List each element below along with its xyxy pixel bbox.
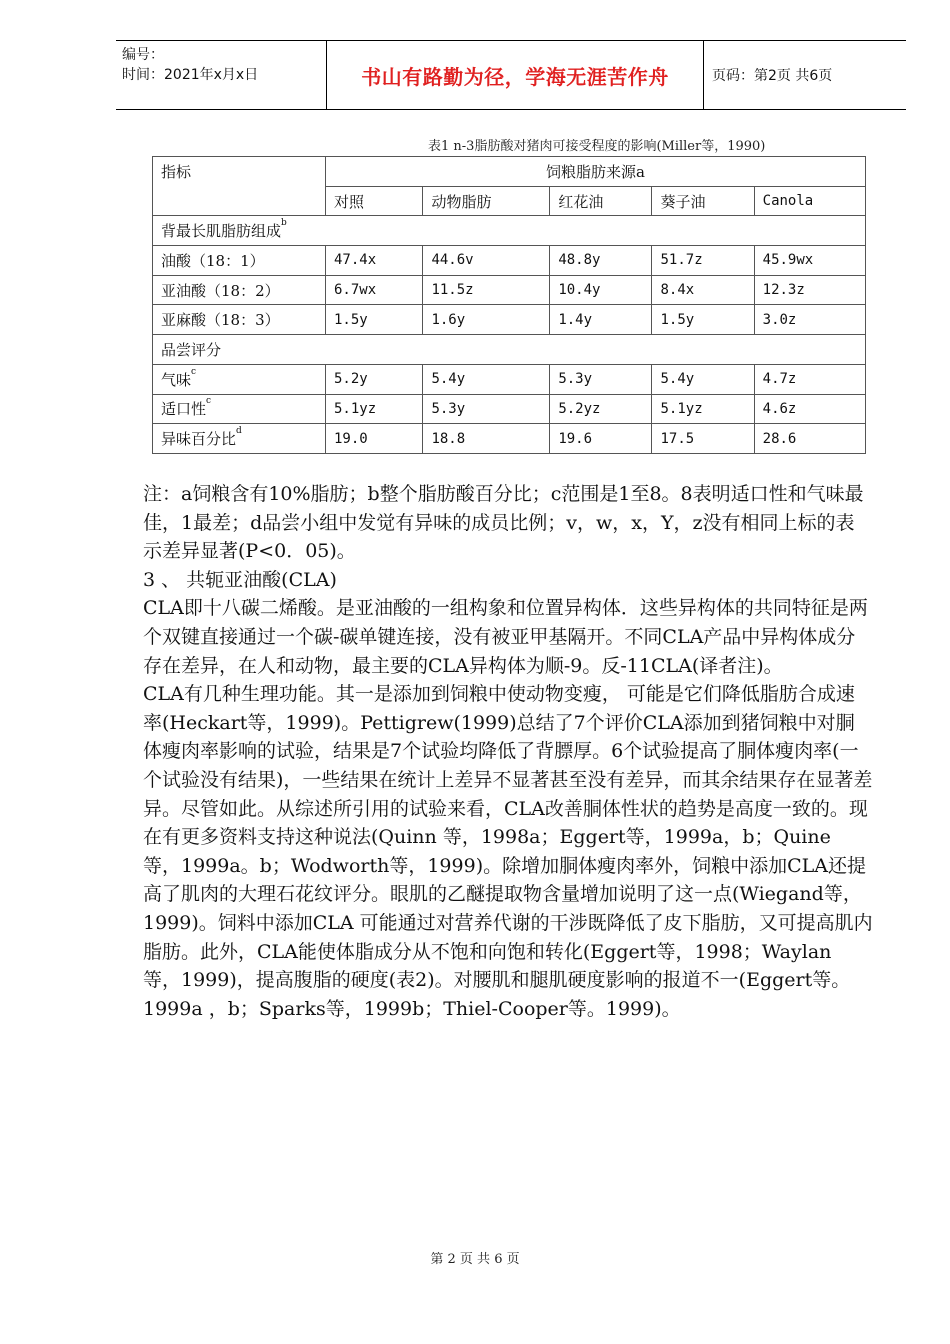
table-cell: 6.7wx — [326, 275, 423, 305]
table-cell: 5.2y — [326, 364, 423, 394]
table-row — [153, 394, 866, 424]
table-row — [153, 246, 866, 276]
table-cell: 28.6 — [754, 424, 865, 454]
table-cell: 10.4y — [550, 275, 652, 305]
page-header — [116, 40, 906, 110]
footnote-marker: b — [281, 218, 287, 229]
row-label-cell — [153, 424, 326, 454]
section-row-fat-composition-cell — [153, 216, 866, 246]
header-motto: 书山有路勤为径，学海无涯苦作舟 — [327, 41, 704, 109]
col-indicator: 指标 — [153, 157, 326, 216]
page-footer: 第 2 页 共 6 页 — [430, 1252, 520, 1267]
table-cell: 5.3y — [423, 394, 550, 424]
table-row — [153, 364, 866, 394]
section-row-fat-composition — [153, 216, 866, 246]
row-label: 油酸（18：1） — [161, 251, 265, 270]
paragraph: CLA有几种生理功能。其一是添加到饲粮中使动物变瘦， 可能是它们降低脂肪合成速率(Heckart等，1999)。Pettigrew(1999)总结了7个评价CLA添加到猪饲粮中对胴体瘦肉率影响的试验，结果是7个试验均降低了背膘厚。6个试验提高了胴体瘦肉率(一个试验没有结果)，一些结果在统计上差异不显著甚至没有差异，而其余结果存在显著差异。尽管如此。从综述所引用的试验来看，CLA改善胴体性状的趋势是高度一致的。现在有更多资料支持这种说法(Quinn 等，1998a；Eggert等，1999a，b；Quine 等，1999a。b；Wodworth等，1999)。除增加胴体瘦肉率外，饲粮中添加CLA还提高了肌肉的大理石花纹评分。眼肌的乙醚提取物含量增加说明了这一点(Wiegand等，1999)。饲料中添加CLA 可能通过对营养代谢的干涉既降低了皮下脂肪，又可提高肌内脂肪。此外，CLA能使体脂成分从不饱和向饱和转化(Eggert等，1998；Waylan 等，1999)，提高腹脂的硬度(表2)。对腰肌和腿肌硬度影响的报道不一(Eggert等。1999a ，b；Sparks等，1999b；Thiel-Cooper等。1999)。 — [143, 683, 873, 1020]
row-label-cell — [153, 305, 326, 335]
paragraph: CLA即十八碳二烯酸。是亚油酸的一组构象和位置异构体．这些异构体的共同特征是两个双键直接通过一个碳-碳单键连接，没有被亚甲基隔开。不同CLA产品中异构体成分存在差异，在人和动物，最主要的CLA异构体为顺-9。反-11CLA(译者注)。 — [143, 597, 868, 677]
table-cell: 5.1yz — [326, 394, 423, 424]
table-cell: 44.6v — [423, 246, 550, 276]
table-cell: 5.4y — [652, 364, 754, 394]
table-note: 注：a饲粮含有10%脂肪；b整个脂肪酸百分比；c范围是1至8。8表明适口性和气味最佳，1最差；d品尝小组中发觉有异味的成员比例；v，w，x，Y，z没有相同上标的表示差异显著(P<0．05)。 — [143, 483, 864, 563]
data-table — [152, 156, 866, 454]
row-label: 亚油酸（18：2） — [161, 281, 280, 300]
table-caption: 表1 n-3脂肪酸对猪肉可接受程度的影响(Miller等，1990) — [428, 139, 766, 154]
column-header: 葵子油 — [652, 186, 754, 216]
table-cell: 17.5 — [652, 424, 754, 454]
column-header: Canola — [754, 186, 865, 216]
col-group: 饲粮脂肪来源a — [326, 157, 866, 187]
column-header: 动物脂肪 — [423, 186, 550, 216]
body-text — [143, 480, 873, 1023]
header-meta — [116, 41, 327, 109]
section-label: 品尝评分 — [161, 340, 222, 359]
table-cell: 1.4y — [550, 305, 652, 335]
number-label: 编号： — [122, 47, 164, 63]
table-cell: 18.8 — [423, 424, 550, 454]
table-cell: 4.7z — [754, 364, 865, 394]
section-heading: 3 、 共轭亚油酸(CLA) — [143, 568, 337, 591]
column-header: 对照 — [326, 186, 423, 216]
time-label: 时间：2021年x月x日 — [122, 67, 259, 83]
row-label-cell — [153, 246, 326, 276]
table-row — [153, 305, 866, 335]
table-cell: 51.7z — [652, 246, 754, 276]
row-label: 亚麻酸（18：3） — [161, 311, 280, 330]
table-cell: 19.0 — [326, 424, 423, 454]
row-label: 适口性 — [161, 400, 207, 419]
row-label-cell — [153, 275, 326, 305]
table-cell: 3.0z — [754, 305, 865, 335]
section-label: 背最长肌脂肪组成 — [161, 222, 282, 241]
row-label: 异味百分比 — [161, 430, 237, 449]
table-cell: 5.1yz — [652, 394, 754, 424]
table-cell: 1.5y — [326, 305, 423, 335]
section-row-taste-score — [153, 335, 866, 365]
table-cell: 1.6y — [423, 305, 550, 335]
table-cell: 8.4x — [652, 275, 754, 305]
row-label: 气味 — [161, 370, 192, 389]
row-label-cell — [153, 394, 326, 424]
table-cell: 12.3z — [754, 275, 865, 305]
table-cell: 47.4x — [326, 246, 423, 276]
footnote-marker: d — [236, 426, 242, 437]
table-cell: 1.5y — [652, 305, 754, 335]
table-cell: 19.6 — [550, 424, 652, 454]
table-cell: 45.9wx — [754, 246, 865, 276]
row-label-cell — [153, 364, 326, 394]
header-page-info: 页码：第2页 共6页 — [712, 68, 833, 84]
table-row — [153, 424, 866, 454]
footnote-marker: c — [191, 366, 197, 377]
column-header: 红花油 — [550, 186, 652, 216]
table-cell: 4.6z — [754, 394, 865, 424]
table-cell: 5.2yz — [550, 394, 652, 424]
table-cell: 48.8y — [550, 246, 652, 276]
table-cell: 5.4y — [423, 364, 550, 394]
section-row-taste-score-cell — [153, 335, 866, 365]
table-cell: 5.3y — [550, 364, 652, 394]
table-row — [153, 275, 866, 305]
footnote-marker: c — [206, 396, 212, 407]
table-cell: 11.5z — [423, 275, 550, 305]
table-header-row — [153, 157, 866, 187]
